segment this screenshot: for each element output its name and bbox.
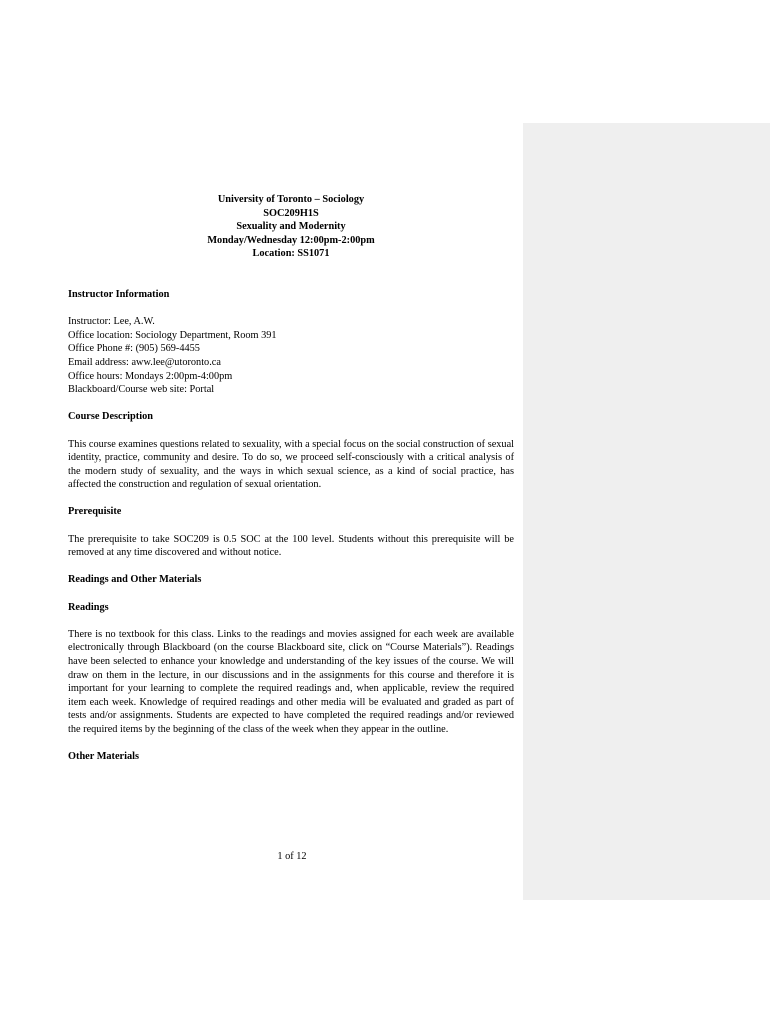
- instructor-info: [68, 315, 514, 397]
- office-phone: Office Phone #: (905) 569-4455: [68, 343, 200, 355]
- course-title: Sexuality and Modernity: [236, 221, 346, 233]
- other-materials-heading: Other Materials: [68, 751, 140, 763]
- description-text: This course examines questions related to sexuality, with a special focus on the social construction of sexual identity, practice, community and desire. To do so, we proceed self-consciously with a critical analysis of the modern study of sexuality, and the ways in which sexual science, as a kind of social practice, has affected the construction and regulation of sexual orientation.: [68, 438, 514, 491]
- materials-heading: Readings and Other Materials: [68, 574, 202, 586]
- office-location: Office location: Sociology Department, Room 391: [68, 329, 277, 341]
- readings-text: There is no textbook for this class. Links to the readings and movies assigned for each week are available electronically through Blackboard (on the course Blackboard site, click on “Course Materials”). Readings have been selected to enhance your knowledge and understanding of the key issues of the course. We will draw on them in the lecture, in our discussions and in the assignments for this course and therefore it is important for your learning to complete the required readings and, when applicable, review the required item each week. Knowledge of required readings and other media will be evaluated and graded as part of tests and/or assignments. Students are expected to have completed the required readings and/or reviewed the required items by the beginning of the class of the week when they appear in the outline.: [68, 628, 514, 735]
- university-line: University of Toronto – Sociology: [217, 194, 365, 205]
- prerequisite-text: The prerequisite to take SOC209 is 0.5 SOC at the 100 level. Students without this prerequisite will be removed at any time discovered and without notice.: [68, 533, 514, 559]
- prerequisite-heading: Prerequisite: [68, 506, 122, 518]
- course-location: Location: SS1071: [252, 248, 330, 260]
- instructor-heading: Instructor Information: [68, 288, 170, 300]
- description-heading: Course Description: [68, 411, 153, 423]
- course-schedule: Monday/Wednesday 12:00pm-2:00pm: [207, 234, 375, 246]
- comment-pane: [523, 123, 770, 900]
- course-title-block: [68, 193, 514, 261]
- course-website: Blackboard/Course web site: Portal: [68, 384, 215, 396]
- readings-heading: Readings: [68, 601, 109, 613]
- page-number: 1 of 12: [277, 851, 307, 862]
- email-address: Email address: aww.lee@utoronto.ca: [68, 356, 221, 368]
- instructor-name: Instructor: Lee, A.W.: [68, 316, 155, 328]
- course-code: SOC209H1S: [263, 207, 319, 219]
- office-hours: Office hours: Mondays 2:00pm-4:00pm: [68, 370, 233, 382]
- document-body: [68, 193, 514, 777]
